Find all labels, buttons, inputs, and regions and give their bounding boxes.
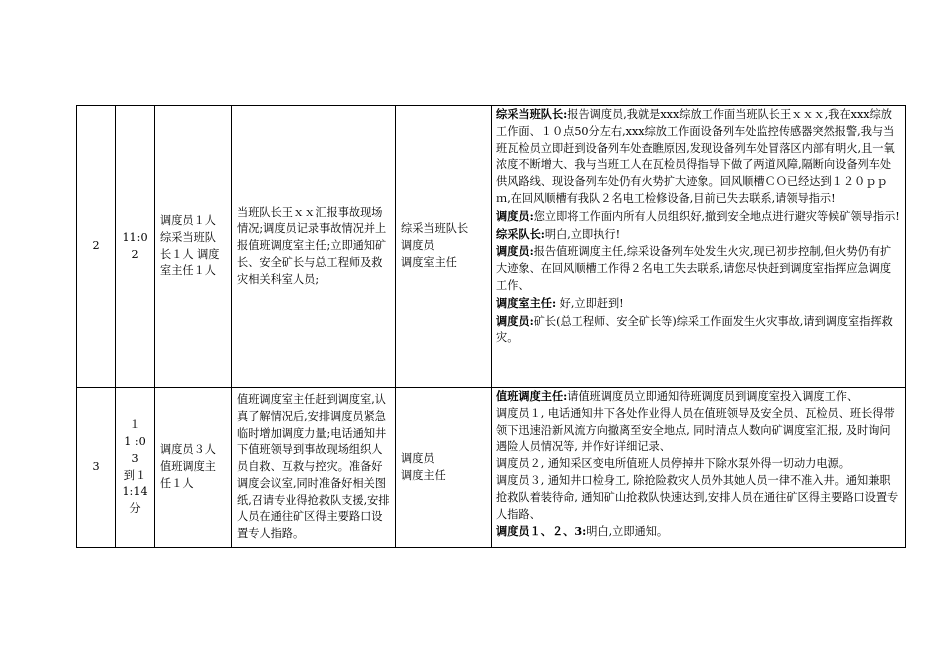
- dialogue-line: [496, 473, 901, 523]
- time-cell: [116, 388, 155, 548]
- dialogue-line: [496, 456, 901, 473]
- dialogue-line: [496, 523, 901, 541]
- step-number-cell: 2: [77, 106, 116, 388]
- dialogue-line: [496, 226, 901, 244]
- dialogue-text: 明白,立即通知。: [586, 525, 669, 539]
- dialogue-line: [496, 243, 901, 294]
- speaker-label: 调度员: [496, 244, 530, 259]
- speaker-separator: :: [529, 313, 534, 328]
- dialogue-line: [496, 208, 901, 226]
- responsible-cell: [396, 106, 492, 388]
- dialogue-line: [496, 406, 901, 456]
- time-cell: 11:02: [116, 106, 155, 388]
- speaker-label: 综采队长: [496, 226, 541, 241]
- dialogue-text: 明白,立即执行!: [544, 227, 621, 241]
- dialogue-line: [496, 388, 901, 406]
- speaker-separator: :: [563, 107, 568, 121]
- dialogue-cell: [492, 106, 906, 388]
- dialogue-text: 好,立即赶到!: [556, 296, 624, 310]
- speaker-label: 调度员: [496, 313, 530, 328]
- dialogue-text: 调度员２, 通知采区变电所值班人员停掉井下除水泵外得一切动力电源。: [496, 457, 850, 471]
- dialogue-text: 报告调度员,我就是xxx综放工作面当班队长王ｘｘｘ,我在xxx综放工作面、１０点50分左右,xxx综放工作面设备列车处监控传感器突然报警,我与当班瓦检员立即赶到设备列车处查瞧原因,发现设备列车处冒落区内部有明火,且一氧浓度不断增大、我与当班工人在瓦检员得指导下做了两道风障,隔断向设备列车处供风路线、现设备列车处仍有火势扩大迹象。回风顺槽ＣＯ已经达到１２０ｐｐｍ,在回风顺槽有我队２名电工检修设备,目前已失去联系,请领导指示!: [496, 108, 895, 205]
- personnel-cell: 调度员１人 综采当班队长１人 调度室主任１人: [155, 106, 232, 388]
- speaker-separator: :: [529, 208, 534, 223]
- speaker-separator: :: [529, 244, 534, 259]
- dialogue-text: 报告值班调度主任,综采设备列车处发生火灾,现已初步控制,但火势仍有扩大迹象、在回风顺槽工作得２名电工失去联系,请您尽快赶到调度室指挥应急调度工作、: [496, 245, 892, 292]
- speaker-label: 值班调度主任: [496, 389, 564, 403]
- time-line: 分: [129, 502, 141, 516]
- action-cell: 当班队长王ｘｘ汇报事故现场情况;调度员记录事故情况并上报值班调度室主任;立即通知矿长、安全矿长与总工程师及救灾相关科室人员;: [232, 106, 396, 388]
- table-row: [77, 106, 906, 388]
- speaker-separator: :: [540, 226, 545, 241]
- speaker-separator: :: [582, 524, 587, 539]
- time-line: 1:14: [122, 485, 148, 499]
- table-row: [77, 388, 906, 548]
- dialogue-line: [496, 295, 901, 313]
- responsible-cell: [396, 388, 492, 548]
- time-line: 1 :03: [124, 434, 146, 465]
- action-cell: 值班调度室主任赶到调度室,认真了解情况后,安排调度员紧急临时增加调度力量;电话通知井下值班领导到事故现场组织人员自救、互救与控灾。准备好调度会议室,同时准备好相关图纸,召请专业得抢救队支援,安排人员在通往矿区得主要路口设置专人指路。: [232, 388, 396, 548]
- responsible-line: 综采当班队长: [401, 222, 469, 236]
- speaker-label: 综采当班队长: [496, 107, 564, 121]
- dialogue-line: [496, 106, 901, 208]
- dialogue-text: 请值班调度员立即通知待班调度员到调度室投入调度工作、: [567, 390, 859, 403]
- speaker-separator: :: [551, 295, 557, 310]
- responsible-line: 调度员: [401, 239, 435, 253]
- dialogue-cell: [492, 388, 906, 548]
- dialogue-line: [496, 313, 901, 348]
- time-line: 到１: [123, 468, 147, 482]
- step-number-cell: 3: [77, 388, 116, 548]
- responsible-line: 调度主任: [401, 468, 446, 482]
- responsible-line: 调度室主任: [401, 255, 457, 269]
- responsible-line: 调度员: [401, 451, 435, 465]
- speaker-label: 调度员: [496, 208, 530, 223]
- speaker-separator: :: [563, 389, 568, 403]
- speaker-label: 调度员１、２、3: [496, 524, 583, 539]
- speaker-label: 调度室主任: [496, 295, 552, 310]
- dialogue-text: 您立即将工作面内所有人员组织好,撤到安全地点进行避灾等候矿领导指示!: [533, 209, 900, 223]
- dialogue-text: 调度员１, 电话通知井下各处作业得人员在值班领导及安全员、瓦检员、班长得带领下迅速沿新风流方向撤离至安全地点, 同时清点人数向矿调度室汇报, 及时询问遇险人员情况等, 并作好详细记录、: [496, 406, 895, 454]
- time-line: １: [129, 418, 141, 432]
- emergency-drill-table: [76, 105, 906, 548]
- dialogue-text: 调度员３, 通知井口检身工, 除抢险救灾人员外其她人员一律不准入井。通知兼职抢救队着装待命, 通知矿山抢救队快速达到,安排人员在通往矿区得主要路口设置专人指路、: [496, 473, 899, 521]
- dialogue-text: 矿长(总工程师、安全矿长等)综采工作面发生火灾事故,请到调度室指挥救灾。: [496, 314, 893, 345]
- personnel-cell: 调度员３人 值班调度主任１人: [155, 388, 232, 548]
